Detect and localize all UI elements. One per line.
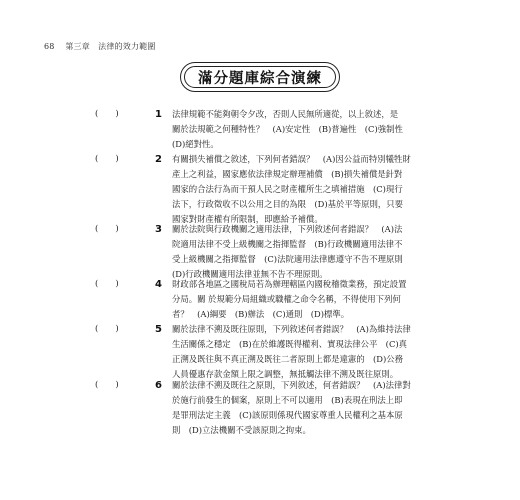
page-number: 68 [44, 42, 55, 51]
question-text-line: 有關損失補償之敘述，下列何者錯誤？ (A)因公益而特別犧牲財 [172, 154, 411, 164]
question-text-line: 人員優惠存款金額上限之調整，無抵觸法律不溯及既往原則。 [172, 369, 399, 379]
question-text-line: 國家對財產權有所限制，即應給予補償。 [172, 214, 323, 224]
question-text [172, 322, 420, 382]
answer-blank[interactable]: ( ) [95, 380, 119, 390]
question-text-line: 關於法律不溯及既往之原則，下列敘述，何者錯誤？ (A)法律對 [172, 380, 411, 390]
question-text-line: 生活關係之穩定 (B)在於維護既得權利、實現法律公平 (C)真 [172, 339, 408, 349]
question-text-line: 於施行前發生的個案，原則上不可以適用 (B)表現在刑法上即 [172, 395, 403, 405]
question-text-line: 法律規範不能夠朝令夕改，否則人民無所適從，以上敘述，是 [172, 109, 399, 119]
answer-blank[interactable]: ( ) [95, 224, 119, 234]
answer-blank[interactable]: ( ) [95, 324, 119, 334]
question-text-line: 關於法院與行政機關之適用法律，下列敘述何者錯誤？ (A)法 [172, 224, 403, 234]
question-text-line: (D)絕對性。 [172, 139, 219, 149]
question-number: 1 [155, 109, 162, 120]
question-number: 6 [155, 380, 162, 391]
question-number: 5 [155, 324, 162, 335]
question-number: 4 [155, 279, 162, 290]
answer-blank[interactable]: ( ) [95, 279, 119, 289]
question-text [172, 107, 420, 152]
question-text-line: (D)行政機關適用法律並無不告不理原則。 [172, 269, 328, 279]
running-header [44, 41, 156, 52]
question-text-line: 財政部各地區之國稅局若為辦理轄區內國稅稽徵業務，預定設置 [172, 279, 407, 289]
question-text-line: 法下，行政徵收不以公用之目的為限 (D)基於平等原則，只要 [172, 199, 403, 209]
answer-blank[interactable]: ( ) [95, 154, 119, 164]
question-text-line: 則 (D)立法機關不受該原則之拘束。 [172, 425, 311, 435]
question-text-line: 國家的合法行為而干預人民之財產權所生之填補措施 (C)現行 [172, 184, 403, 194]
question-text [172, 277, 420, 322]
question-text [172, 222, 420, 282]
question-text-line: 產上之利益，國家應依法律規定辦理補償 (B)損失補償是針對 [172, 169, 403, 179]
question-text-line: 受上級機關之指揮監督 (C)法院適用法律應遵守不告不理原則 [172, 254, 403, 264]
answer-blank[interactable]: ( ) [95, 109, 119, 119]
question-text-line: 分局。關 於規範分局組織或職權之命令名稱，不得使用下列何 [172, 294, 401, 304]
question-text-line: 關於法規範之何種特性？ (A)安定性 (B)普遍性 (C)強制性 [172, 124, 403, 134]
section-title: 滿分題庫綜合演練 [198, 70, 322, 87]
question-number: 3 [155, 224, 162, 235]
question-text-line: 院適用法律不受上級機關之指揮監督 (B)行政機關適用法律不 [172, 239, 403, 249]
question-text [172, 152, 420, 227]
question-text-line: 者？ (A)綱要 (B)辦法 (C)通則 (D)標準。 [172, 309, 350, 319]
question-text [172, 378, 420, 438]
chapter-title: 第三章 法律的效力範圍 [65, 42, 156, 51]
question-text-line: 是罪刑法定主義 (C)該原則係現代國家尊重人民權利之基本原 [172, 410, 403, 420]
section-banner [180, 62, 340, 92]
section-banner-inner-frame [184, 66, 336, 88]
question-text-line: 關於法律不溯及既往原則，下列敘述何者錯誤？ (A)為維持法律 [172, 324, 411, 334]
question-text-line: 正溯及既往與不真正溯及既往二者原則上都是違憲的 (D)公務 [172, 354, 403, 364]
question-number: 2 [155, 154, 162, 165]
